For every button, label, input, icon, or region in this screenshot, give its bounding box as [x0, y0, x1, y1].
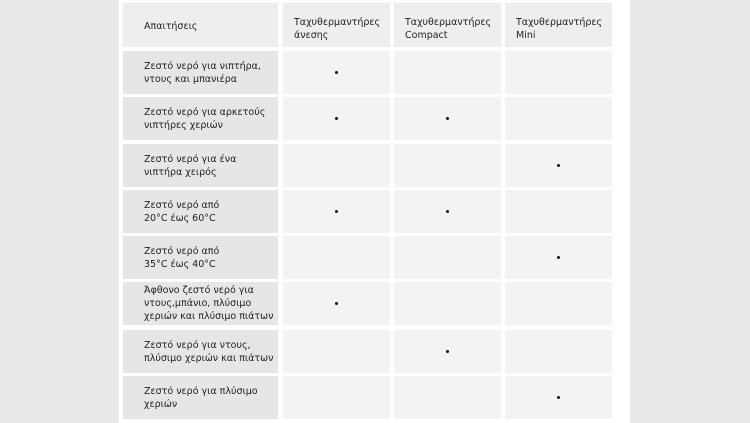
bullet-mark	[557, 164, 561, 168]
mark-cell	[505, 330, 612, 373]
bullet-mark	[335, 117, 339, 121]
mark-cell	[505, 190, 612, 233]
requirement-label: Ζεστό νερό για ένα νιπτήρα χειρός	[144, 153, 237, 178]
requirement-cell	[123, 190, 278, 233]
mark-cell	[394, 190, 501, 233]
requirement-label: Ζεστό νερό για αρκετούς νιπτήρες χεριών	[144, 106, 266, 131]
requirement-cell	[123, 51, 278, 94]
requirement-label: Ζεστό νερό για ντους, πλύσιμο χεριών και πιάτων	[144, 339, 274, 364]
requirement-cell	[123, 376, 278, 419]
column-header	[283, 3, 390, 47]
mark-cell	[394, 376, 501, 419]
mark-cell	[505, 282, 612, 325]
mark-cell	[283, 190, 390, 233]
column-header	[123, 3, 278, 47]
column-header-label: Ταχυθερμαντήρες άνεσης	[294, 17, 381, 41]
requirement-cell	[123, 144, 278, 187]
mark-cell	[283, 376, 390, 419]
mark-cell	[505, 97, 612, 140]
comparison-page	[119, 0, 630, 423]
requirement-label: Ζεστό νερό από 35°C έως 40°C	[144, 245, 220, 270]
bullet-mark	[557, 256, 561, 260]
requirement-label: Ζεστό νερό για πλύσιμο χεριών	[144, 385, 258, 410]
requirement-cell	[123, 97, 278, 140]
requirement-cell	[123, 236, 278, 279]
mark-cell	[505, 376, 612, 419]
bullet-mark	[335, 71, 339, 75]
mark-cell	[283, 51, 390, 94]
bullet-mark	[446, 210, 450, 214]
mark-cell	[394, 51, 501, 94]
mark-cell	[283, 282, 390, 325]
requirement-cell	[123, 330, 278, 373]
mark-cell	[505, 144, 612, 187]
mark-cell	[283, 97, 390, 140]
bullet-mark	[335, 302, 339, 306]
mark-cell	[505, 51, 612, 94]
column-header-label: Απαιτήσεις	[144, 21, 198, 32]
mark-cell	[283, 330, 390, 373]
mark-cell	[394, 330, 501, 373]
bullet-mark	[446, 117, 450, 121]
mark-cell	[283, 144, 390, 187]
bullet-mark	[446, 350, 450, 354]
mark-cell	[283, 236, 390, 279]
requirement-label: Άφθονο ζεστό νερό για ντους,μπάνιο, πλύσιμο χεριών και πλύσιμο πιάτων	[144, 285, 274, 322]
bullet-mark	[557, 396, 561, 400]
mark-cell	[394, 97, 501, 140]
column-header	[394, 3, 501, 47]
mark-cell	[505, 236, 612, 279]
requirement-label: Ζεστό νερό για νιπτήρα, ντους και μπανιέρα	[144, 60, 261, 85]
column-header-label: Ταχυθερμαντήρες Mini	[516, 17, 603, 41]
column-header	[505, 3, 612, 47]
requirement-label: Ζεστό νερό από 20°C έως 60°C	[144, 199, 220, 224]
column-header-label: Ταχυθερμαντήρες Compact	[405, 17, 492, 41]
bullet-mark	[335, 210, 339, 214]
mark-cell	[394, 236, 501, 279]
requirement-cell	[123, 282, 278, 325]
mark-cell	[394, 282, 501, 325]
mark-cell	[394, 144, 501, 187]
